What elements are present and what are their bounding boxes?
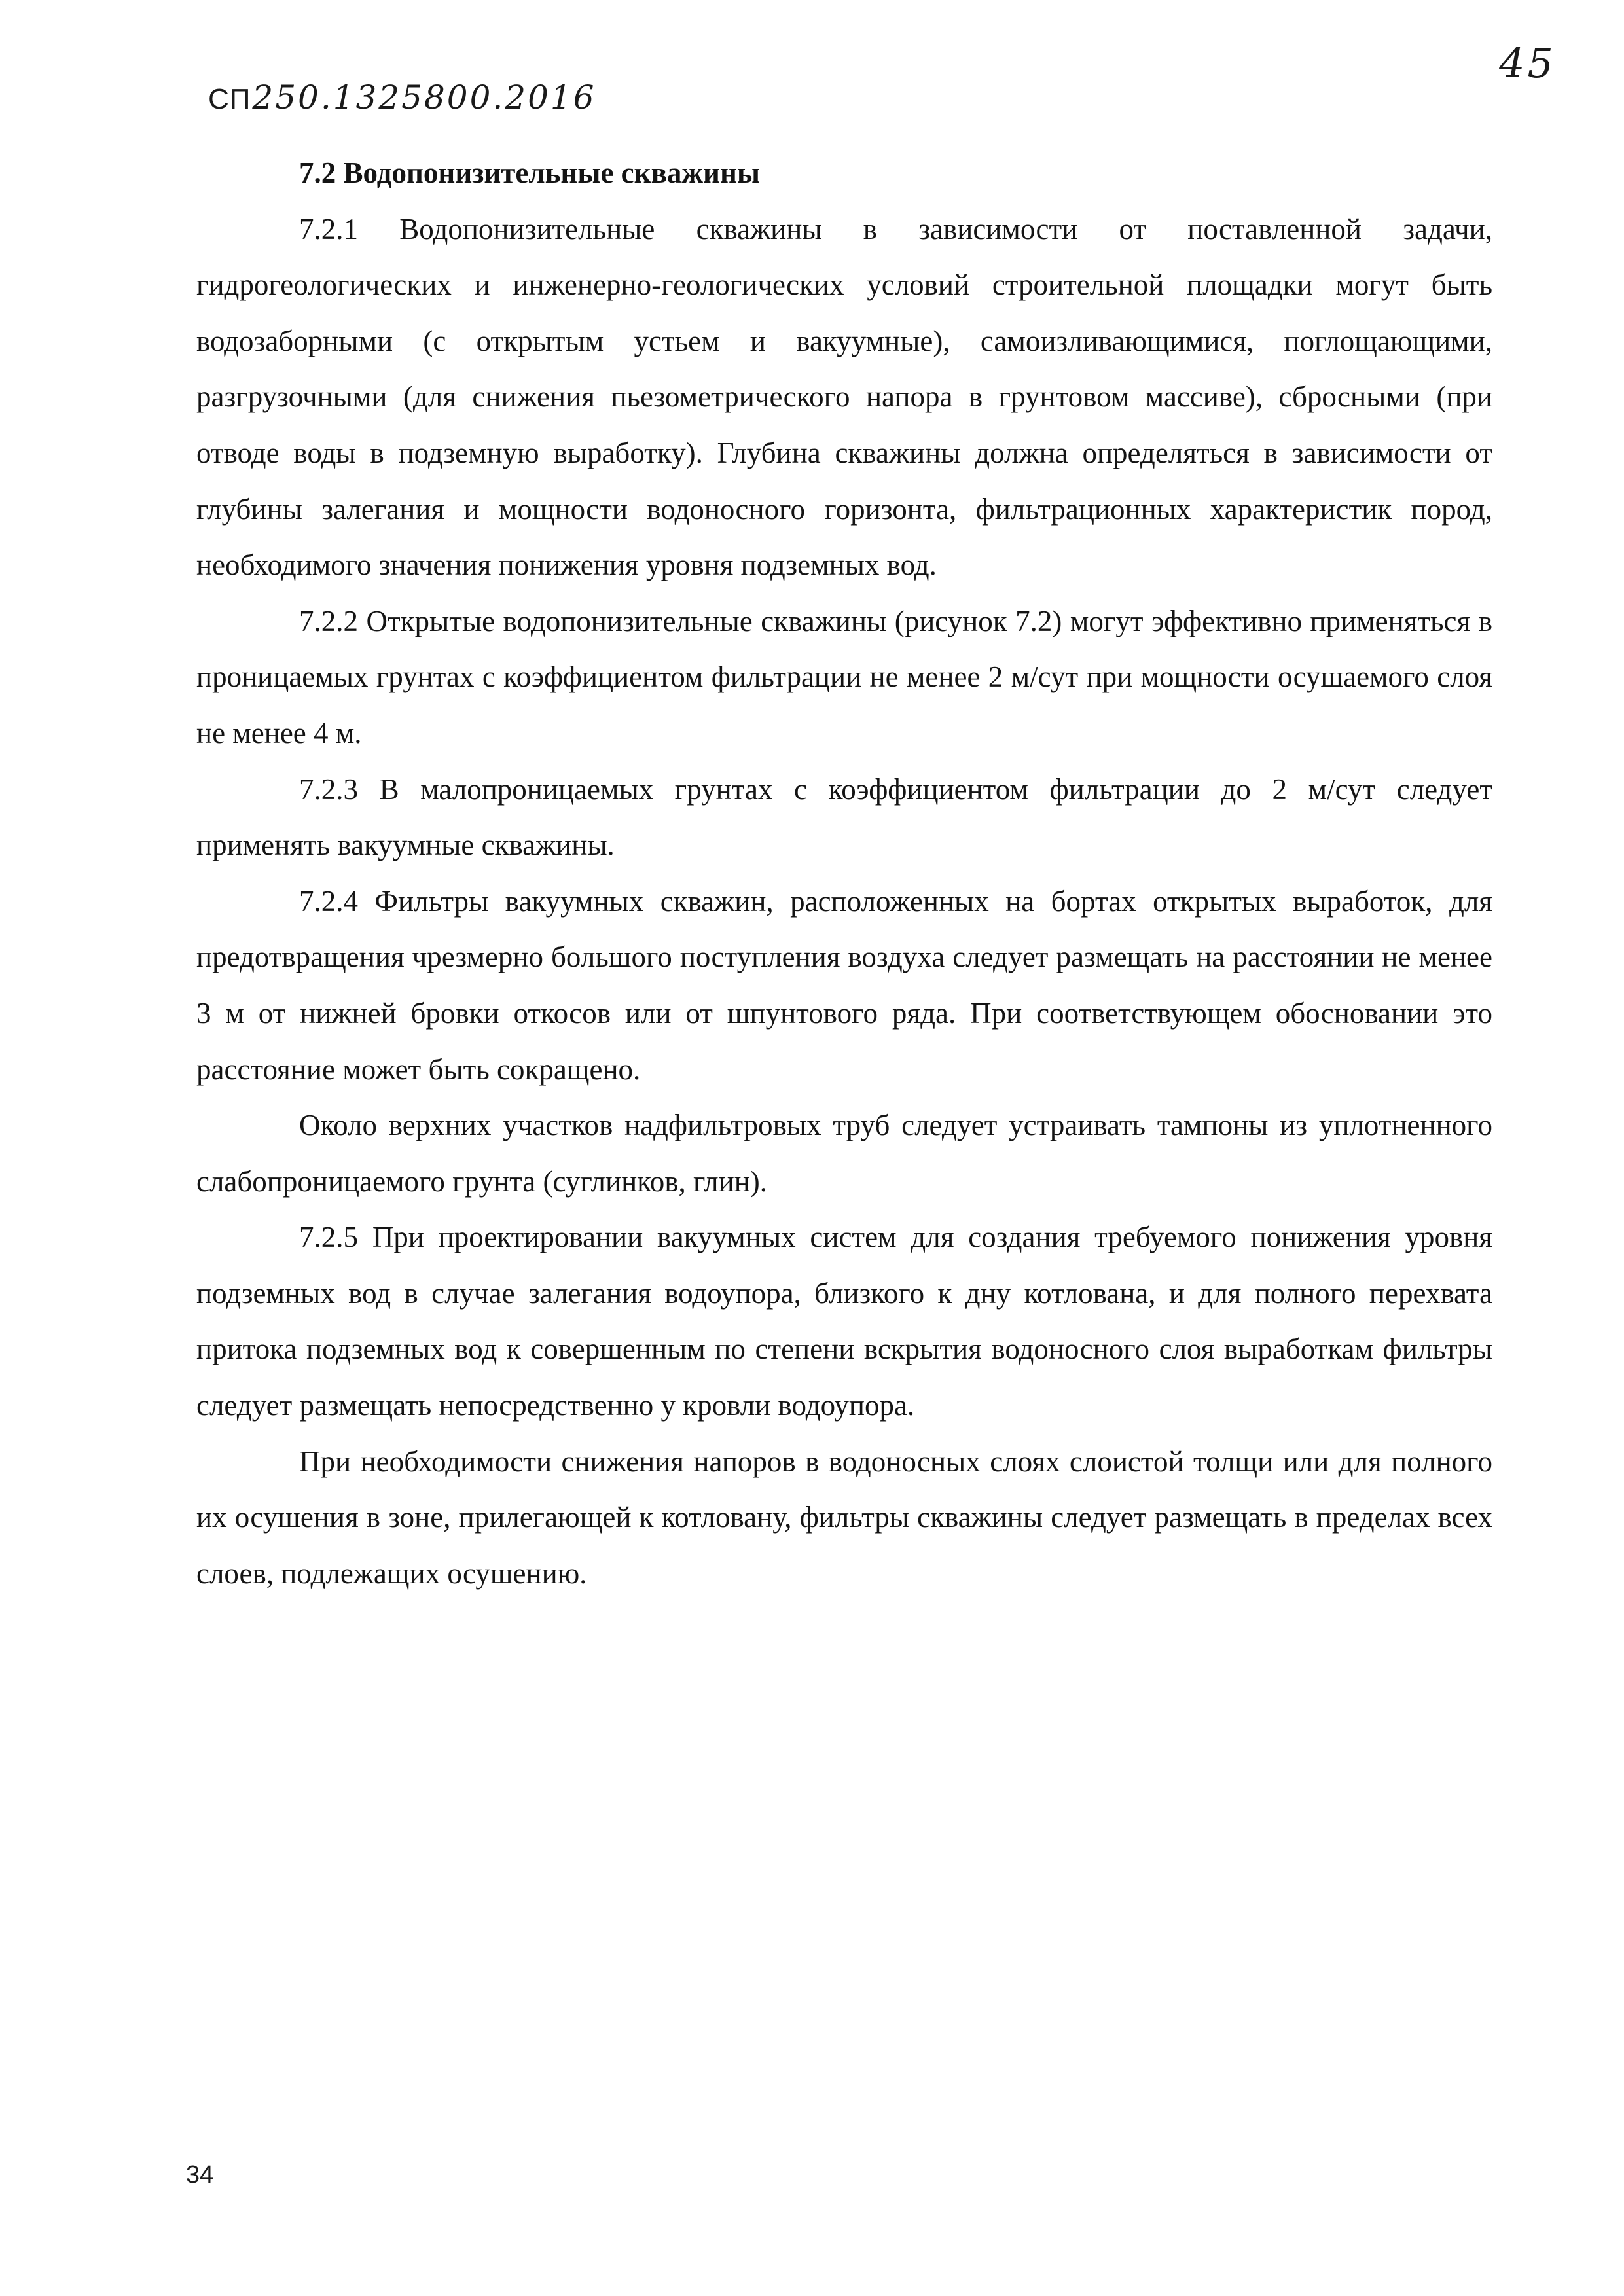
- handwritten-sheet-number: 45: [1499, 39, 1556, 87]
- document-code-prefix: СП: [208, 83, 251, 115]
- document-code: [208, 79, 596, 117]
- paragraph-7-2-5: 7.2.5 При проектировании вакуумных систем для создания требуемого понижения уровня подземных вод в случае залегания водоупора, близкого к дну котлована, и для полного перехвата притока подземных вод к совершенным по степени вскрытия водоносного слоя выработкам фильтры следует размещать непосредственно у кровли водоупора.: [196, 1221, 1492, 1422]
- paragraph-layered-aquifers: При необходимости снижения напоров в водоносных слоях слоистой толщи или для полного их осушения в зоне, прилегающей к котловану, фильтры скважины следует размещать в пределах всех слоев, подлежащих осушению.: [196, 1444, 1492, 1590]
- paragraph-7-2-3: 7.2.3 В малопроницаемых грунтах с коэффициентом фильтрации до 2 м/сут следует применять вакуумные скважины.: [196, 772, 1492, 862]
- paragraph-7-2-1: 7.2.1 Водопонизительные скважины в зависимости от поставленной задачи, гидрогеологических и инженерно-геологических условий строительной площадки могут быть водозаборными (с открытым устьем и вакуумные), самоизливающимися, поглощающими, разгрузочными (для снижения пьезометрического напора в грунтовом массиве), сбросными (при отводе воды в подземную выработку). Глубина скважины должна определяться в зависимости от глубины залегания и мощности водоносного горизонта, фильтрационных характеристик пород, необходимого значения понижения уровня подземных вод.: [196, 212, 1492, 582]
- document-code-handwritten: 250.1325800.2016: [252, 79, 596, 117]
- page-number: 34: [186, 2161, 214, 2189]
- paragraph-tampons: Около верхних участков надфильтровых труб следует устраивать тампоны из уплотненного слабопроницаемого грунта (суглинков, глин).: [196, 1109, 1492, 1198]
- paragraph-7-2-4: 7.2.4 Фильтры вакуумных скважин, расположенных на бортах открытых выработок, для предотвращения чрезмерно большого поступления воздуха следует размещать на расстоянии не менее 3 м от нижней бровки откосов или от шпунтового ряда. При соответствующем обосновании это расстояние может быть сокращено.: [196, 884, 1492, 1086]
- paragraph-7-2-2: 7.2.2 Открытые водопонизительные скважины (рисунок 7.2) могут эффективно применяться в проницаемых грунтах с коэффициентом фильтрации не менее 2 м/сут при мощности осушаемого слоя не менее 4 м.: [196, 604, 1492, 749]
- body-text: [196, 145, 1492, 1602]
- section-heading: 7.2 Водопонизительные скважины: [299, 156, 761, 189]
